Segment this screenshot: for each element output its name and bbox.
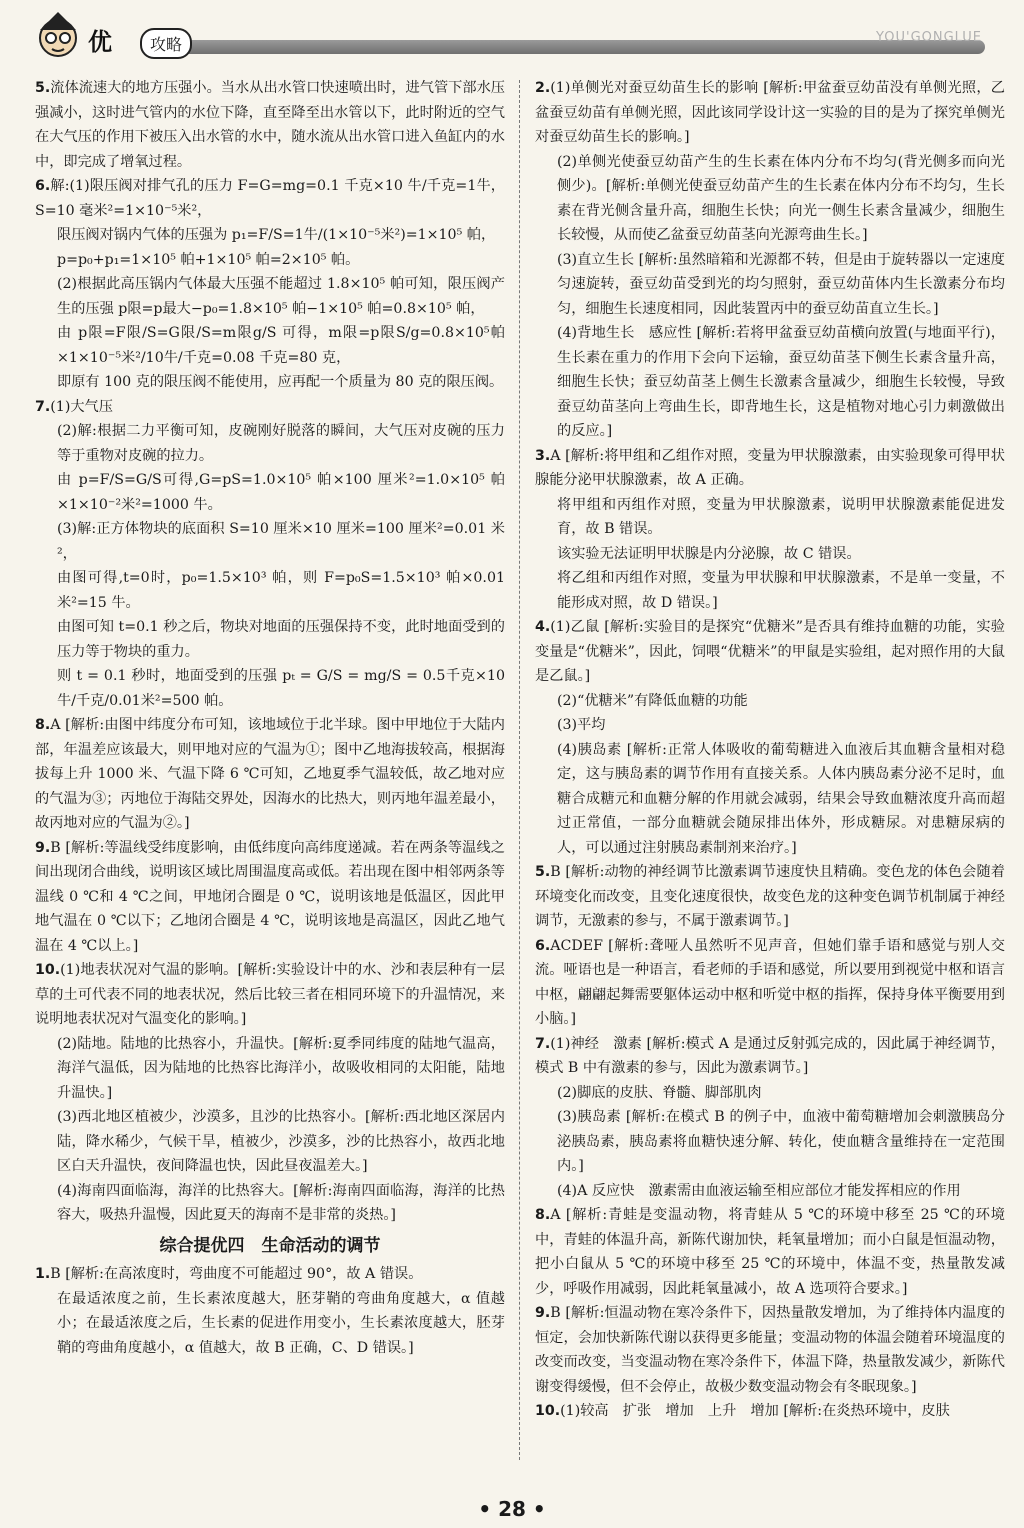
answer-item: 10.(1)较高 扩张 增加 上升 增加 [解析:在炎热环境中，皮肤: [535, 1403, 950, 1419]
answer-item: 5.B [解析:动物的神经调节比激素调节速度快且精确。变色龙的体色会随着环境变化而改变，且变化速度很快，故变色龙的这种变色调节机制属于神经调节，无激素的参与，不属于激素调节。]: [535, 864, 1005, 929]
page-header: [0, 0, 1024, 70]
answer-item: (2)陆地。陆地的比热容小，升温快。[解析:夏季同纬度的陆地气温高，海洋气温低，因为陆地的比热容比海洋小，故吸收相同的太阳能，陆地升温快。]: [57, 1035, 505, 1101]
answer-item: 由图可知 t=0.1 秒之后，物块对地面的压强保持不变，此时地面受到的压力等于物块的重力。: [57, 619, 505, 660]
answer-item: 8.A [解析:青蛙是变温动物，将青蛙从 5 ℃的环境中移至 25 ℃的环境中，青蛙的体温升高，新陈代谢加快，耗氧量增加；而小白鼠是恒温动物，把小白鼠从 5 ℃的环境中移至 25 ℃的环境中，体温不变，热量散发减少，呼吸作用减弱，因此耗氧量减小，故 A 选项符合要求。]: [535, 1207, 1005, 1297]
answer-item: p=p₀+p₁=1×10⁵ 帕+1×10⁵ 帕=2×10⁵ 帕。: [57, 251, 360, 268]
answer-item: 将甲组和丙组作对照，变量为甲状腺激素，说明甲状腺激素能促进发育，故 B 错误。: [557, 496, 1005, 537]
answer-item: 6.ACDEF [解析:聋哑人虽然听不见声音，但她们靠手语和感觉与别人交流。哑语也是一种语言，看老师的手语和感觉，所以要用到视觉中枢和语言中枢，翩翩起舞需要躯体运动中枢和听觉中枢的指挥，保持身体平衡要用到小脑。]: [535, 937, 1005, 1027]
answer-item: 限压阀对锅内气体的压强为 p₁=F/S=1牛/(1×10⁻⁵米²)=1×10⁵ 帕，: [57, 227, 496, 243]
answer-item: (4)胰岛素 [解析:正常人体吸收的葡萄糖进入血液后其血糖含量相对稳定，这与胰岛素的调节作用有直接关系。人体内胰岛素分泌不足时，血糖合成糖元和血糖分解的作用就会减弱，结果会导致血糖浓度升高而超过正常值，一部分血糖就会随尿排出体外，形成糖尿。对患糖尿病的人，可以通过注射胰岛素制剂来治疗。]: [557, 741, 1005, 856]
answer-item: (2)解:根据二力平衡可知，皮碗刚好脱落的瞬间，大气压对皮碗的压力等于重物对皮碗的拉力。: [57, 423, 505, 464]
answer-item: (2)脚底的皮肤、脊髓、脚部肌肉: [557, 1084, 762, 1101]
answer-item: (4)海南四面临海，海洋的比热容大。[解析:海南四面临海，海洋的比热容大，吸热升温慢，因此夏天的海南不是非常的炎热。]: [57, 1182, 505, 1223]
answer-item: (3)胰岛素 [解析:在模式 B 的例子中，血液中葡萄糖增加会刺激胰岛分泌胰岛素，胰岛素将血糖快速分解、转化，使血糖含量维持在一定范围内。]: [557, 1109, 1005, 1174]
answer-item: 3.A [解析:将甲组和乙组作对照，变量为甲状腺激素，由实验现象可得甲状腺能分泌甲状腺激素，故 A 正确。: [535, 447, 1005, 488]
brand-english: YOU'GONGLUE: [876, 30, 982, 45]
page-number: • 28 •: [478, 1497, 546, 1521]
answer-item: 由 p=F/S=G/S可得,G=pS=1.0×10⁵ 帕×100 厘米²=1.0×10⁵ 帕×1×10⁻²米²=1000 牛。: [57, 472, 505, 513]
answer-item: 10.(1)地表状况对气温的影响。[解析:实验设计中的水、沙和表层种有一层草的土可代表不同的地表状况，然后比较三者在相同环境下的升温情况，来说明地表状况对气温变化的影响。]: [35, 962, 505, 1027]
answer-item: 9.B [解析:等温线受纬度影响，由低纬度向高纬度递减。若在两条等温线之间出现闭合曲线，说明该区域比周围温度高或低。若出现在图中相邻两条等温线 0 ℃和 4 ℃之间，甲地闭合圈是 0 ℃，说明该地是低温区，因此甲地气温在 0 ℃以下；乙地闭合圈是 4 ℃，说明该地是高温区，因此乙地气温在 4 ℃以上。]: [35, 839, 505, 954]
mascot-icon: [30, 8, 86, 64]
section-title: 综合提优四 生命活动的调节: [159, 1235, 381, 1256]
answer-item: 5.流体流速大的地方压强小。当水从出水管口快速喷出时，进气管下部水压强减小，这时进气管内的水位下降，直至降至出水管以下，此时附近的空气在大气压的作用下被压入出水管的水中，随水流从出水管口进入鱼缸内的水中，即完成了增氧过程。: [35, 80, 505, 170]
answer-item: (2)根据此高压锅内气体最大压强不能超过 1.8×10⁵ 帕可知，限压阀产生的压强 p限=p最大−p₀=1.8×10⁵ 帕−1×10⁵ 帕=0.8×10⁵ 帕，: [57, 276, 505, 317]
answer-item: (3)解:正方体物块的底面积 S=10 厘米×10 厘米=100 厘米²=0.01 米²，: [57, 521, 505, 562]
answer-item: 该实验无法证明甲状腺是内分泌腺，故 C 错误。: [557, 545, 861, 562]
answer-item: 7.(1)神经 激素 [解析:模式 A 是通过反射弧完成的，因此属于神经调节，模式 B 中有激素的参与，因此为激素调节。]: [535, 1035, 1005, 1076]
header-bar: [150, 40, 985, 54]
left-column: [35, 76, 505, 1360]
answer-item: 1.B [解析:在高浓度时，弯曲度不可能超过 90°，故 A 错误。: [35, 1266, 423, 1282]
answer-item: (3)平均: [557, 717, 606, 733]
answer-item: 2.(1)单侧光对蚕豆幼苗生长的影响 [解析:甲盆蚕豆幼苗没有单侧光照，乙盆蚕豆幼苗有单侧光照，因此该同学设计这一实验的目的是为了探究单侧光对蚕豆幼苗生长的影响。]: [535, 80, 1005, 145]
brand-title: 优: [88, 28, 112, 56]
answer-item: 即原有 100 克的限压阀不能使用，应再配一个质量为 80 克的限压阀。: [57, 374, 504, 390]
brand-badge: 攻略: [140, 28, 192, 59]
answer-item: (4)背地生长 感应性 [解析:若将甲盆蚕豆幼苗横向放置(与地面平行)，生长素在重力的作用下会向下运输，蚕豆幼苗茎下侧生长素含量升高，细胞生长快；蚕豆幼苗茎上侧生长激素含量减少，细胞生长较慢，导致蚕豆幼苗茎向上弯曲生长，即背地生长，这是植物对地心引力刺激做出的反应。]: [557, 325, 1005, 439]
answer-item: (2)单侧光使蚕豆幼苗产生的生长素在体内分布不均匀(背光侧多而向光侧少)。[解析:单侧光使蚕豆幼苗产生的生长素在体内分布不均匀，生长素在背光侧含量升高，细胞生长快；向光一侧生长素含量减少，细胞生长较慢，从而使乙盆蚕豆幼苗茎向光源弯曲生长。]: [557, 153, 1005, 243]
answer-item: 在最适浓度之前，生长素浓度越大，胚芽鞘的弯曲角度越大，α 值越小；在最适浓度之后，生长素的促进作用变小，生长素浓度越大，胚芽鞘的弯曲角度越小，α 值越大，故 B 正确，C、D 错误。]: [57, 1290, 505, 1356]
answer-item: 由图可得,t=0时，p₀=1.5×10³ 帕，则 F=p₀S=1.5×10³ 帕×0.01 米²=15 牛。: [57, 570, 505, 611]
right-column: [535, 76, 1005, 1424]
answer-item: 则 t = 0.1 秒时，地面受到的压强 pₜ = G/S = mg/S = 0.5千克×10牛/千克/0.01米²=500 帕。: [57, 668, 505, 709]
answer-item: 4.(1)乙鼠 [解析:实验目的是探究“优糖米”是否具有维持血糖的功能，实验变量是“优糖米”，因此，饲喂“优糖米”的甲鼠是实验组，起对照作用的大鼠是乙鼠。]: [535, 619, 1005, 684]
answer-item: 7.(1)大气压: [35, 398, 113, 415]
answer-item: (3)西北地区植被少，沙漠多，且沙的比热容小。[解析:西北地区深居内陆，降水稀少，气候干旱，植被少，沙漠多，沙的比热容小，故西北地区白天升温快，夜间降温也快，因此昼夜温差大。]: [57, 1109, 505, 1174]
answer-item: 将乙组和丙组作对照，变量为甲状腺和甲状腺激素，不是单一变量，不能形成对照，故 D 错误。]: [557, 570, 1005, 611]
answer-item: (4)A 反应快 激素需由血液运输至相应部位才能发挥相应的作用: [557, 1182, 961, 1199]
answer-item: 由 p限=F限/S=G限/S=m限g/S 可得，m限=p限S/g=0.8×10⁵帕×1×10⁻⁵米²/10牛/千克=0.08 千克=80 克，: [57, 325, 505, 366]
answer-item: (2)“优糖米”有降低血糖的功能: [557, 692, 748, 709]
column-divider: [519, 80, 520, 1460]
answer-item: 6.解:(1)限压阀对排气孔的压力 F=G=mg=0.1 千克×10 牛/千克=1牛，S=10 毫米²=1×10⁻⁵米²，: [35, 178, 505, 219]
answer-item: 9.B [解析:恒温动物在寒冷条件下，因热量散发增加，为了维持体内温度的恒定，会加快新陈代谢以获得更多能量；变温动物的体温会随着环境温度的改变而改变，当变温动物在寒冷条件下，体温下降，热量散发减少，新陈代谢变得缓慢，但不会停止，故极少数变温动物会有冬眠现象。]: [535, 1305, 1005, 1395]
answer-item: 8.A [解析:由图中纬度分布可知，该地域位于北半球。图中甲地位于大陆内部，年温差应该最大，则甲地对应的气温为①；图中乙地海拔较高，根据海拔每上升 1000 米、气温下降 6 ℃可知，乙地夏季气温较低，故乙地对应的气温为③；丙地位于海陆交界处，因海水的比热大，则丙地年温差最小，故丙地对应的气温为②。]: [35, 717, 505, 831]
answer-item: (3)直立生长 [解析:虽然暗箱和光源都不转，但是由于旋转器以一定速度匀速旋转，蚕豆幼苗受到光的均匀照射，蚕豆幼苗体内生长激素分布均匀，细胞生长速度相同，因此装置丙中的蚕豆幼苗直立生长。]: [557, 251, 1005, 317]
